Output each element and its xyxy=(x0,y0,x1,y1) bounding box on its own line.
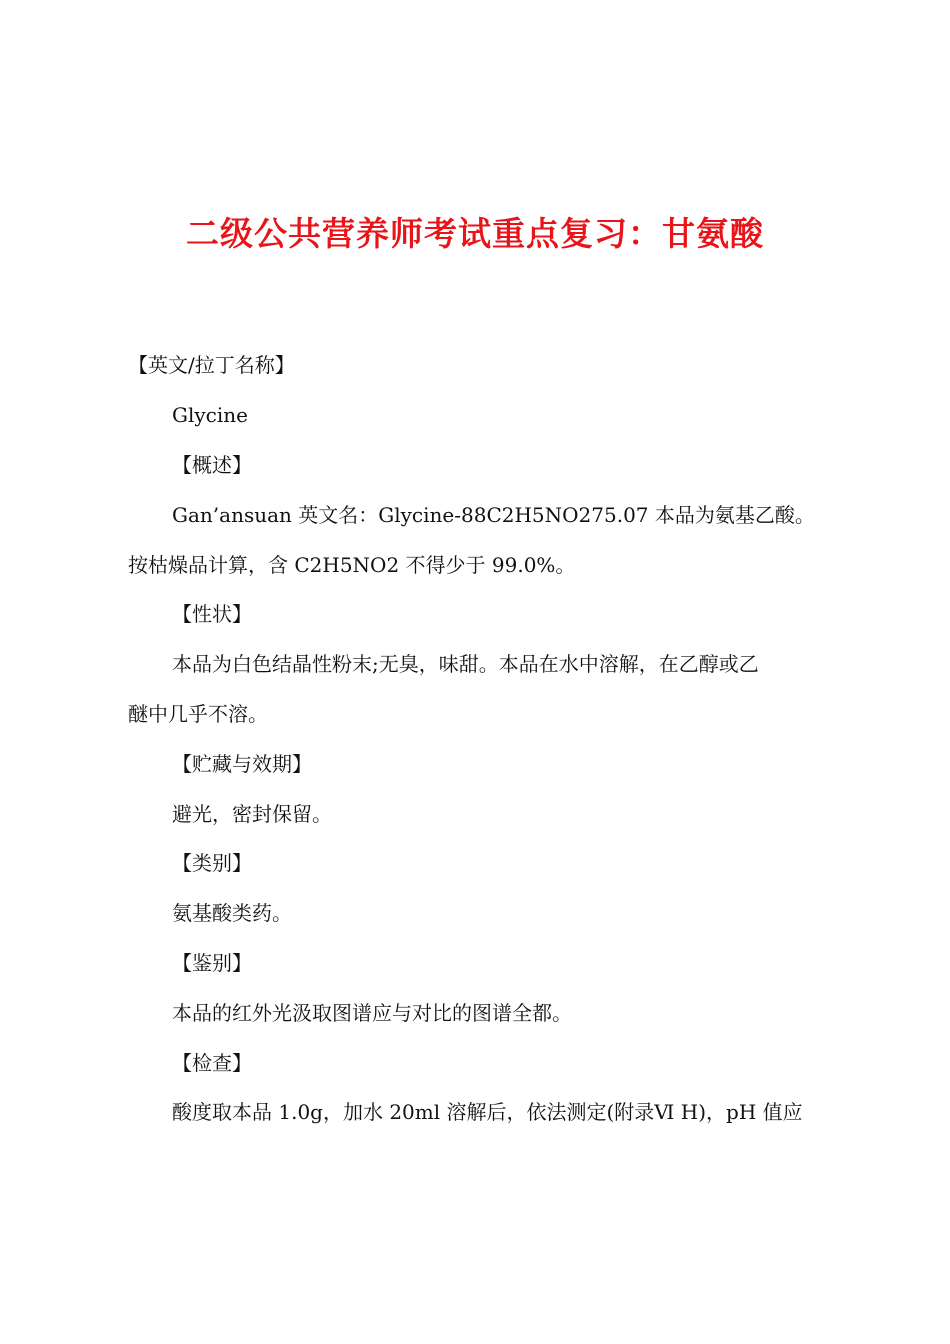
heading-storage: 【贮藏与效期】 xyxy=(172,752,312,776)
text-overview-line-2: 按枯燥品计算，含 C2H5NO2 不得少于 99.0%。 xyxy=(128,553,576,577)
text-identification: 本品的红外光汲取图谱应与对比的图谱全都。 xyxy=(172,1001,572,1025)
heading-identification: 【鉴别】 xyxy=(172,951,252,975)
document-title: 二级公共营养师考试重点复习：甘氨酸 xyxy=(186,214,764,253)
heading-english-latin-name: 【英文/拉丁名称】 xyxy=(128,353,295,377)
text-properties-line-2: 醚中几乎不溶。 xyxy=(128,702,268,726)
text-english-name: Glycine xyxy=(172,403,248,427)
text-storage: 避光，密封保留。 xyxy=(172,802,332,826)
heading-overview: 【概述】 xyxy=(172,453,252,477)
heading-inspection: 【检查】 xyxy=(172,1051,252,1075)
text-category: 氨基酸类药。 xyxy=(172,901,292,925)
heading-category: 【类别】 xyxy=(172,851,252,875)
text-inspection: 酸度取本品 1.0g，加水 20ml 溶解后，依法测定(附录Ⅵ H)，pH 值应 xyxy=(172,1100,803,1124)
text-properties-line-1: 本品为白色结晶性粉末;无臭，味甜。本品在水中溶解，在乙醇或乙 xyxy=(172,652,759,676)
heading-properties: 【性状】 xyxy=(172,602,252,626)
text-overview-line-1: Gan’ansuan 英文名：Glycine-88C2H5NO275.07 本品为氨基乙酸。 xyxy=(172,503,815,527)
